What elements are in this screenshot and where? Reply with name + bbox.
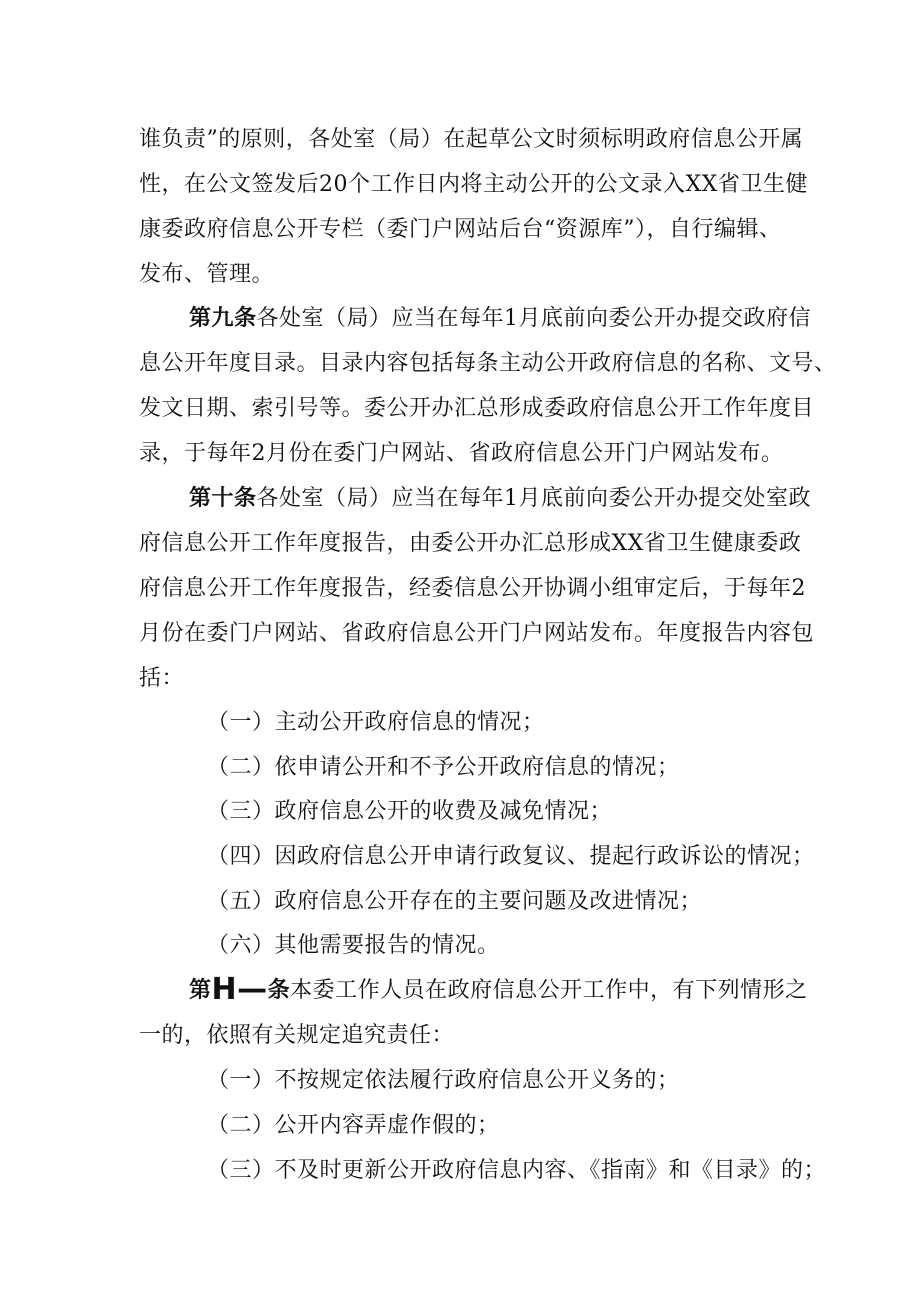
text-line: 月份在委门户网站、省政府信息公开门户网站发布。年度报告内容包 — [139, 621, 815, 646]
text-line: 发文日期、索引号等。委公开办汇总形成委政府信息公开工作年度目 — [139, 396, 815, 421]
text-line: 录，于每年2月份在委门户网站、省政府信息公开门户网站发布。 — [139, 441, 784, 466]
text-line: 性，在公文签发后20个工作日内将主动公开的公文录入XX省卫生健 — [139, 172, 808, 197]
text-line: 息公开年度目录。目录内容包括每条主动公开政府信息的名称、文号、 — [139, 351, 837, 376]
list-item: （一）不按规定依法履行政府信息公开义务的； — [207, 1068, 680, 1093]
article-9-text: 各处室（局）应当在每年1月底前向委公开办提交政府信 — [256, 306, 812, 331]
list-item: （六）其他需要报告的情况。 — [207, 933, 500, 958]
list-item: （二）依申请公开和不予公开政府信息的情况； — [207, 755, 680, 780]
list-item: （四）因政府信息公开申请行政复议、提起行政诉讼的情况； — [207, 844, 815, 869]
article-9-first-line — [189, 304, 849, 334]
text-line: 一的，依照有关规定追究责任： — [139, 1023, 455, 1048]
article-11-heading-a: 第 — [189, 978, 212, 1003]
list-item: （三）政府信息公开的收费及减免情况； — [207, 799, 613, 824]
text-line: 府信息公开工作年度报告，经委信息公开协调小组审定后，于每年2 — [139, 576, 806, 601]
list-item: （五）政府信息公开存在的主要问题及改进情况； — [207, 889, 703, 914]
article-10-text: 各处室（局）应当在每年1月底前向委公开办提交处室政 — [256, 486, 812, 511]
text-line: 康委政府信息公开专栏（委门户网站后台“资源库”），自行编辑、 — [139, 217, 782, 242]
text-line: 括： — [139, 666, 185, 691]
text-line: 谁负责”的原则，各处室（局）在起草公文时须标明政府信息公开属 — [139, 127, 804, 152]
article-10-heading: 第十条 — [189, 486, 257, 511]
list-item: （一）主动公开政府信息的情况； — [207, 710, 545, 735]
article-11-first-line — [189, 972, 849, 1007]
list-item: （二）公开内容弄虚作假的； — [207, 1113, 500, 1138]
article-11-text: 本委工作人员在政府信息公开工作中，有下列情形之 — [290, 978, 808, 1003]
text-line: 发布、管理。 — [139, 262, 275, 287]
article-10-first-line — [189, 484, 849, 514]
list-item: （三）不及时更新公开政府信息内容、《指南》和《目录》的； — [207, 1158, 827, 1183]
article-11-heading-b: H— — [211, 972, 268, 1007]
article-11-heading-c: 条 — [267, 978, 291, 1003]
article-9-heading: 第九条 — [189, 306, 257, 331]
text-line: 府信息公开工作年度报告，由委公开办汇总形成XX省卫生健康委政 — [139, 531, 802, 556]
